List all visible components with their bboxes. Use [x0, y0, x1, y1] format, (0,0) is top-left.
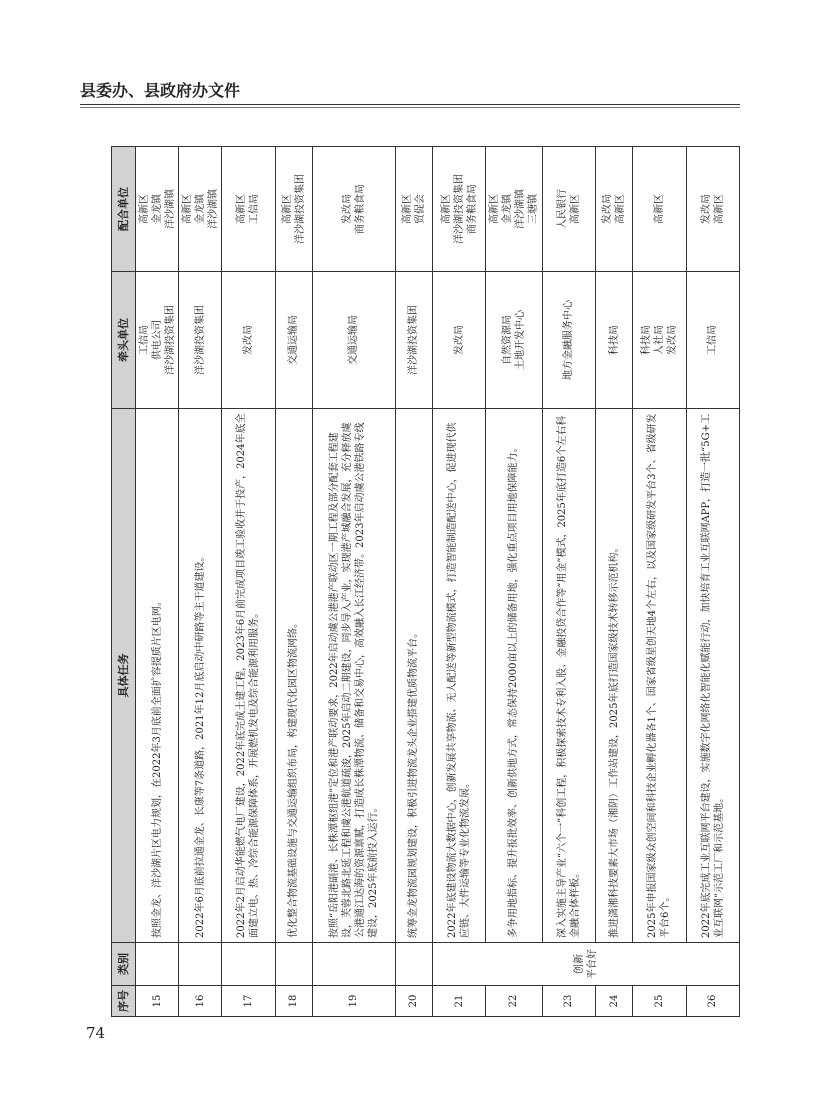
cell-task: 2022年底建设物流大数据中心，创新发展共享物流、无人配送等新型物流模式，打造智能制造配送中心，促进现代供应链、大件运输等专业化物流发展。 [432, 409, 485, 943]
task-table-rotated [111, 147, 740, 1017]
table-row [686, 147, 740, 1017]
cell-no: 19 [312, 986, 395, 1017]
cell-no: 17 [222, 986, 275, 1017]
col-header-lead: 牵头单位 [112, 272, 136, 409]
cell-coop: 高新区 金龙镇 洋沙湖镇 三塘镇 [486, 147, 542, 272]
cell-coop: 发改局 商务粮食局 [312, 147, 395, 272]
document-header: 县委办、县政府办文件 [80, 81, 241, 100]
cell-category [179, 943, 222, 986]
cell-lead: 工信局 供电公司 洋沙湖投资集团 [136, 272, 179, 409]
cell-no: 22 [486, 986, 542, 1017]
col-header-category: 类别 [112, 943, 136, 986]
table-row [633, 147, 686, 1017]
cell-task: 2025年申报国家级众创空间和科技企业孵化器各1个、国家省级星创天地4个左右，以及国家级研发平台3个、省级研发平台6个。 [633, 409, 686, 943]
cell-no: 20 [395, 986, 432, 1017]
cell-task: 2022年2月启动华能燃气电厂建设，2022年底完成土建工程，2023年6月前完成项目竣工验收并于投产，2024年底全面建立电、热、冷综合能源保障体系，开展燃机发电及综合能源利用服务。 [222, 409, 275, 943]
table-row [596, 147, 633, 1017]
cell-coop: 高新区 金龙镇 洋沙湖镇 [136, 147, 179, 272]
col-header-no: 序号 [112, 986, 136, 1017]
page-number: 74 [86, 1024, 106, 1042]
cell-coop: 发改局 高新区 [596, 147, 633, 272]
cell-category [136, 943, 179, 986]
cell-task: 深入实施主导产业“六个一”科创工程，积极探索技术专利入股、金融投贷合作等“用金”模式，2025年底打造6个左右科金融合体样板。 [542, 409, 595, 943]
cell-lead: 洋沙湖投资集团 [179, 272, 222, 409]
cell-no: 16 [179, 986, 222, 1017]
cell-no: 26 [686, 986, 740, 1017]
header-rule [80, 104, 740, 105]
cell-coop: 高新区 洋沙湖投资集团 [275, 147, 312, 272]
table-row [486, 147, 542, 1017]
cell-coop: 人民银行 高新区 [542, 147, 595, 272]
col-header-task: 具体任务 [112, 409, 136, 943]
cell-coop: 高新区 洋沙湖投资集团 商务粮食局 [432, 147, 485, 272]
cell-task: 推进潇湘科技要素大市场（湘阴）工作站建设，2025年底打造国家级技术转移示范机构。 [596, 409, 633, 943]
cell-task: 按照“岳阳港副港、长株潭枢纽港”定位和港产联动要求，2022年启动虞公港港产联动区一期工程及部分配套工程建设，芙蓉北路北延工程和虞公港航道疏浚，2025年启动二期建设，同步导入产业，实现港产城融合发展，充分释放虞公港通江达海的资源禀赋，打造成长株潭物流、储备和交易中心，高效融入长江经济带。2023年启动虞公港铁路专线建设，2025年底前投入运行。 [312, 409, 395, 943]
cell-task: 统筹金龙物流园规划建设，积极引进物流龙头企业搭建优质物流平台。 [395, 409, 432, 943]
table-row [179, 147, 222, 1017]
cell-coop: 高新区 [633, 147, 686, 272]
table-row [542, 147, 595, 1017]
table-row [395, 147, 432, 1017]
cell-lead: 工信局 [686, 272, 740, 409]
col-header-coop: 配合单位 [112, 147, 136, 272]
table-row [222, 147, 275, 1017]
cell-lead: 洋沙湖投资集团 [395, 272, 432, 409]
cell-lead: 科技局 人社局 发改局 [633, 272, 686, 409]
table-row [312, 147, 395, 1017]
cell-task: 2022年6月底前拉通金龙、长康等7条道路，2021年12月底启动中研路等主干道建设。 [179, 409, 222, 943]
cell-lead: 地方金融服务中心 [542, 272, 595, 409]
cell-task: 按照金龙、洋沙湖片区电力规划，在2022年3月底前全面扩容提质片区电网。 [136, 409, 179, 943]
cell-lead: 科技局 [596, 272, 633, 409]
cell-lead: 交通运输局 [312, 272, 395, 409]
cell-no: 25 [633, 986, 686, 1017]
cell-category [312, 943, 395, 986]
cell-no: 23 [542, 986, 595, 1017]
cell-no: 21 [432, 986, 485, 1017]
table-body [136, 147, 740, 1017]
cell-category [222, 943, 275, 986]
table-row [432, 147, 485, 1017]
cell-coop: 高新区 金龙镇 洋沙湖镇 [179, 147, 222, 272]
cell-coop: 高新区 贸促会 [395, 147, 432, 272]
cell-task: 多争用地指标、提升报批效率、创新供地方式，常态保持2000亩以上的储备用地，强化重点项目用地保障能力。 [486, 409, 542, 943]
cell-lead: 交通运输局 [275, 272, 312, 409]
cell-no: 18 [275, 986, 312, 1017]
cell-category [275, 943, 312, 986]
table-row [275, 147, 312, 1017]
table-header-row [112, 147, 136, 1017]
cell-task: 2022年底完成工业互联网平台建设，实施数字化网络化智能化赋能行动，加快培育工业互联网APP，打造一批“5G+工业互联网”示范工厂和示范基地。 [686, 409, 740, 943]
cell-no: 24 [596, 986, 633, 1017]
cell-lead: 发改局 [432, 272, 485, 409]
cell-coop: 发改局 高新区 [686, 147, 740, 272]
cell-lead: 自然资源局 土地开发中心 [486, 272, 542, 409]
cell-category: 创新 平台好 [432, 943, 739, 986]
cell-no: 15 [136, 986, 179, 1017]
cell-lead: 发改局 [222, 272, 275, 409]
header-rule-thin [80, 107, 740, 108]
cell-coop: 高新区 工信局 [222, 147, 275, 272]
cell-task: 优化整合物流基础设施与交通运输组织布局，构建现代化园区物流网络。 [275, 409, 312, 943]
table-row [136, 147, 179, 1017]
cell-category [395, 943, 432, 986]
task-table [111, 146, 740, 1017]
